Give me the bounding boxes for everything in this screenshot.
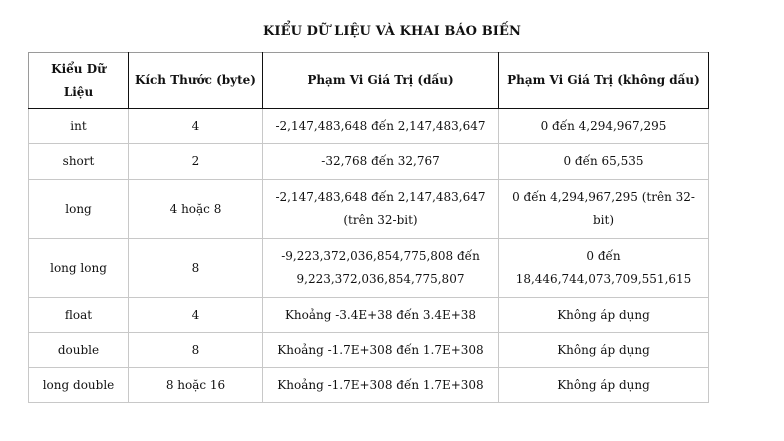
cell-size: 8 <box>129 333 263 368</box>
cell-size: 4 hoặc 8 <box>129 180 263 239</box>
header-type: Kiểu Dữ Liệu <box>29 53 129 109</box>
header-signed-range: Phạm Vi Giá Trị (dấu) <box>263 53 499 109</box>
cell-unsigned-range: 0 đến 4,294,967,295 <box>499 109 709 144</box>
cell-size: 4 <box>129 298 263 333</box>
cell-signed-range: -32,768 đến 32,767 <box>263 144 499 180</box>
cell-signed-range: Khoảng -3.4E+38 đến 3.4E+38 <box>263 298 499 333</box>
table-row <box>29 180 709 239</box>
cell-unsigned-range: Không áp dụng <box>499 368 709 403</box>
cell-type: long <box>29 180 129 239</box>
cell-signed-range: Khoảng -1.7E+308 đến 1.7E+308 <box>263 368 499 403</box>
cell-type: long double <box>29 368 129 403</box>
cell-size: 8 <box>129 239 263 298</box>
cell-signed-range: -9,223,372,036,854,775,808 đến 9,223,372,036,854,775,807 <box>263 239 499 298</box>
cell-type: float <box>29 298 129 333</box>
cell-size: 2 <box>129 144 263 180</box>
cell-type: double <box>29 333 129 368</box>
cell-unsigned-range: 0 đến 65,535 <box>499 144 709 180</box>
table-row <box>29 109 709 144</box>
page-title: KIỂU DỮ LIỆU VÀ KHAI BÁO BIẾN <box>263 24 521 39</box>
cell-type: short <box>29 144 129 180</box>
table-header-row <box>29 53 709 109</box>
cell-signed-range: -2,147,483,648 đến 2,147,483,647 <box>263 109 499 144</box>
table-row <box>29 298 709 333</box>
header-size: Kích Thước (byte) <box>129 53 263 109</box>
table-row <box>29 144 709 180</box>
table-row <box>29 239 709 298</box>
table-row <box>29 333 709 368</box>
cell-type: long long <box>29 239 129 298</box>
cell-size: 8 hoặc 16 <box>129 368 263 403</box>
cell-signed-range: -2,147,483,648 đến 2,147,483,647 (trên 32-bit) <box>263 180 499 239</box>
cell-unsigned-range: 0 đến 18,446,744,073,709,551,615 <box>499 239 709 298</box>
table-row <box>29 368 709 403</box>
cell-size: 4 <box>129 109 263 144</box>
header-unsigned-range: Phạm Vi Giá Trị (không dấu) <box>499 53 709 109</box>
cell-signed-range: Khoảng -1.7E+308 đến 1.7E+308 <box>263 333 499 368</box>
data-types-table <box>28 52 709 403</box>
cell-unsigned-range: Không áp dụng <box>499 298 709 333</box>
cell-unsigned-range: 0 đến 4,294,967,295 (trên 32-bit) <box>499 180 709 239</box>
cell-unsigned-range: Không áp dụng <box>499 333 709 368</box>
cell-type: int <box>29 109 129 144</box>
